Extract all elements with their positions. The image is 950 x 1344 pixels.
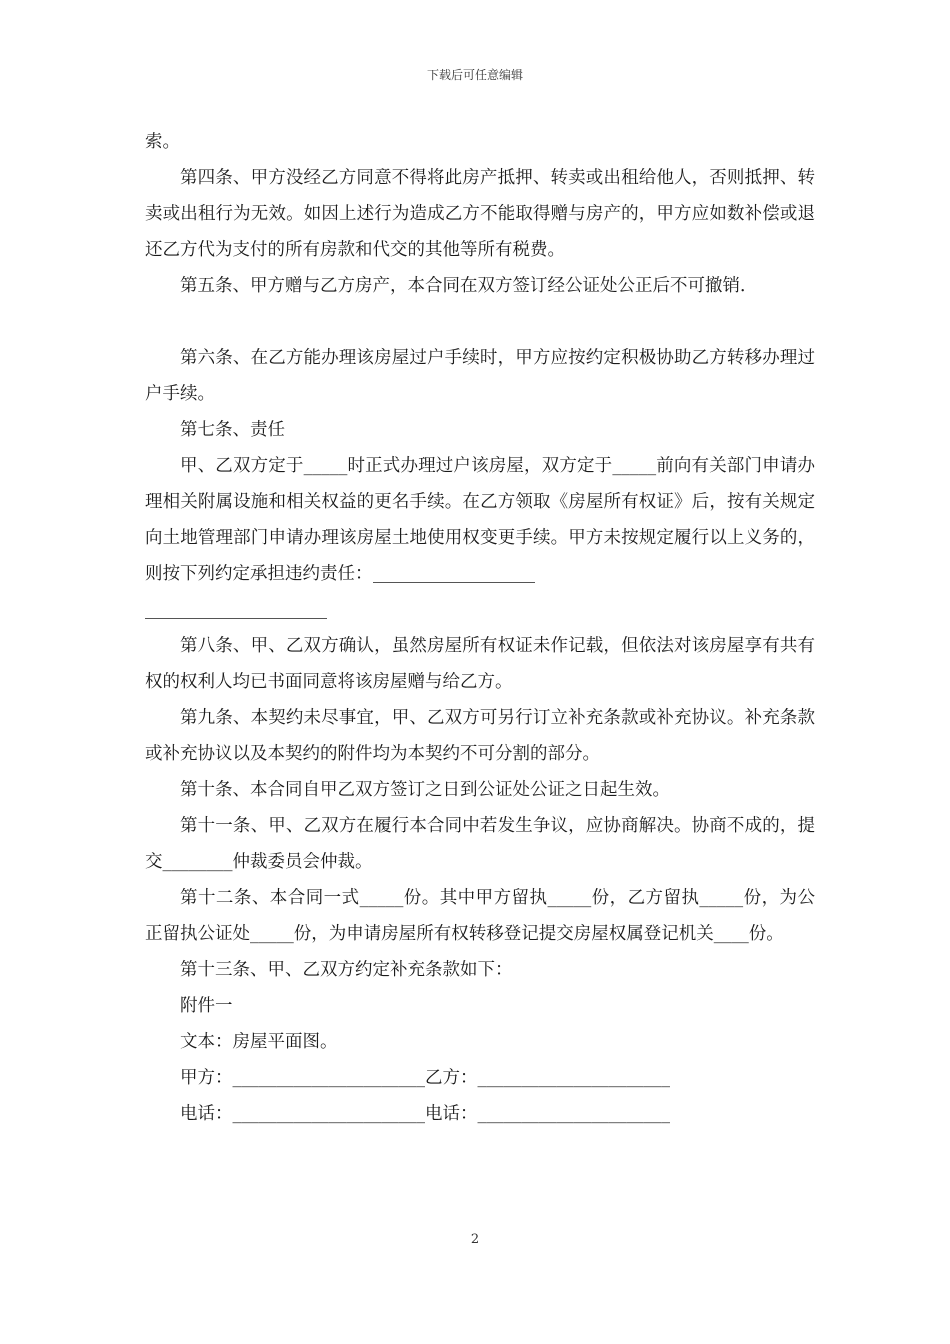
signature-phone-row: 电话：______________________电话：______________________ (180, 1104, 670, 1124)
article-12: 第十二条、本合同一式_____份。其中甲方留执_____份，乙方留执_____份，为公正留执公证处_____份，为申请房屋所有权转移登记提交房屋权属登记机关____份。 (145, 888, 815, 944)
fill-in-line-row (145, 592, 815, 628)
article-7-text: 甲、乙双方定于_____时正式办理过户该房屋，双方定于_____前向有关部门申请办理相关附属设施和相关权益的更名手续。在乙方领取《房屋所有权证》后，按有关规定向土地管理部门申请办理该房屋土地使用权变更手续。甲方未按规定履行以上义务的，则按下列约定承担违约责任： (145, 456, 815, 584)
fill-in-line (373, 560, 535, 583)
blank-line (145, 304, 815, 340)
article-5: 第五条、甲方赠与乙方房产，本合同在双方签订经公证处公正后不可撤销． (180, 276, 758, 296)
page-header: 下载后可任意编辑 (426, 68, 523, 82)
attachment-title: 附件一 (180, 996, 233, 1016)
article-7-title: 第七条、责任 (180, 420, 285, 440)
paragraph-continuation: 索。 (145, 132, 180, 152)
article-10: 第十条、本合同自甲乙双方签订之日到公证处公证之日起生效。 (180, 780, 670, 800)
article-11: 第十一条、甲、乙双方在履行本合同中若发生争议，应协商解决。协商不成的，提交________仲裁委员会仲裁。 (145, 816, 815, 872)
attachment-text: 文本：房屋平面图。 (180, 1032, 338, 1052)
article-7-body (145, 448, 815, 592)
article-8: 第八条、甲、乙双方确认，虽然房屋所有权证未作记载，但依法对该房屋享有共有权的权利人均已书面同意将该房屋赠与给乙方。 (145, 636, 815, 692)
fill-in-line (145, 596, 327, 619)
article-13: 第十三条、甲、乙双方约定补充条款如下： (180, 960, 513, 980)
article-9: 第九条、本契约未尽事宜，甲、乙双方可另行订立补充条款或补充协议。补充条款或补充协议以及本契约的附件均为本契约不可分割的部分。 (145, 708, 815, 764)
document-body (145, 124, 815, 1132)
signature-party-row: 甲方：______________________乙方：______________________ (180, 1068, 670, 1088)
article-6: 第六条、在乙方能办理该房屋过户手续时，甲方应按约定积极协助乙方转移办理过户手续。 (145, 348, 815, 404)
article-4: 第四条、甲方没经乙方同意不得将此房产抵押、转卖或出租给他人，否则抵押、转卖或出租行为无效。如因上述行为造成乙方不能取得赠与房产的，甲方应如数补偿或退还乙方代为支付的所有房款和代交的其他等所有税费。 (145, 168, 815, 260)
page-number: 2 (470, 1232, 480, 1247)
